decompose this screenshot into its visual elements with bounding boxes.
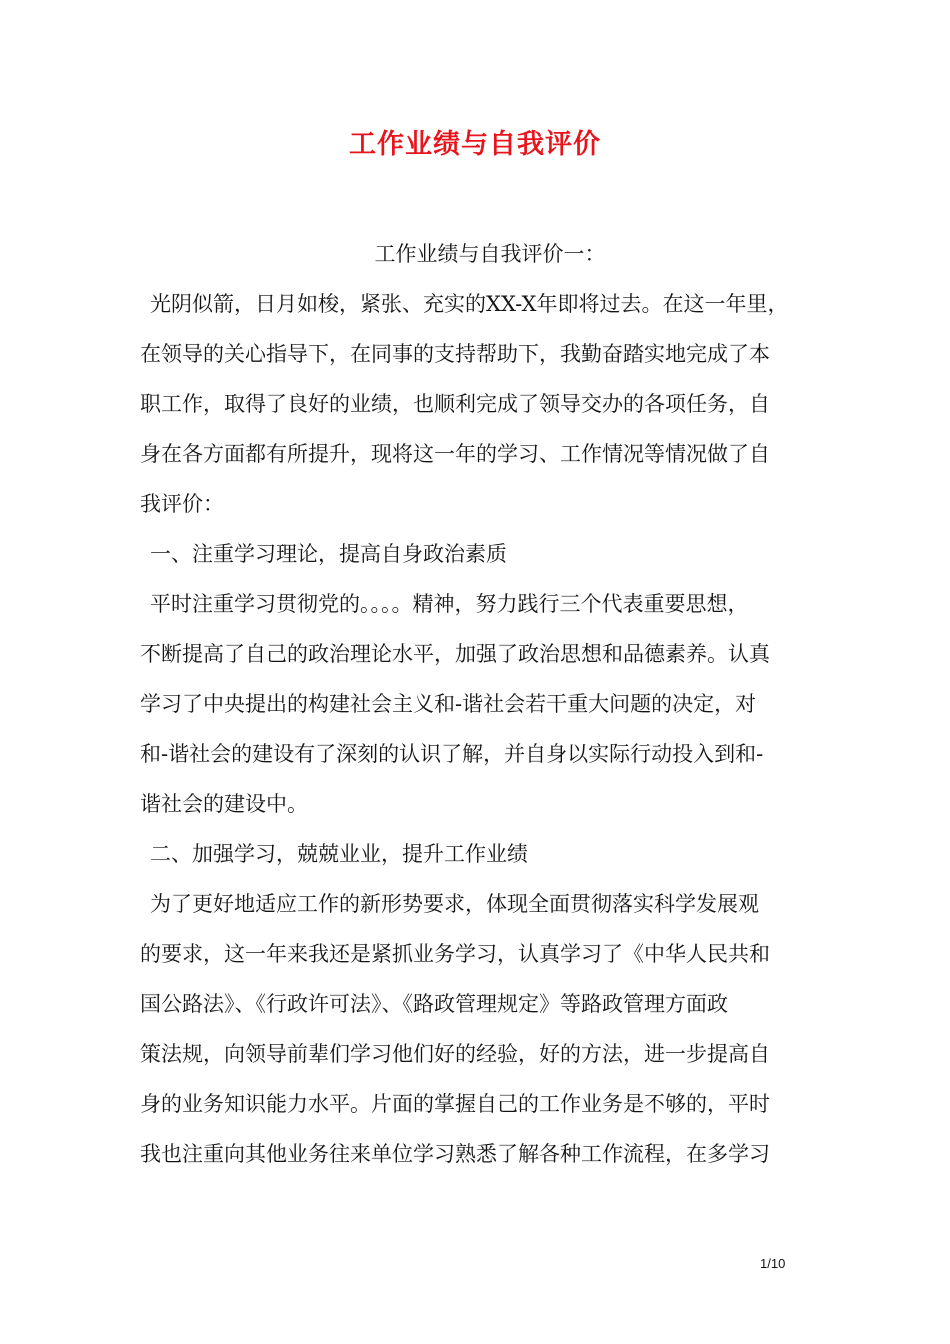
page-number: 1/10 xyxy=(760,1256,786,1271)
paragraph-line: 学习了中央提出的构建社会主义和-谐社会若干重大问题的决定，对 xyxy=(140,692,757,716)
paragraph-line: 国公路法》、《行政许可法》、《路政管理规定》等路政管理方面政 xyxy=(140,992,728,1016)
paragraph-line: 不断提高了自己的政治理论水平，加强了政治思想和品德素养。认真 xyxy=(140,642,770,666)
paragraph-line: 职工作，取得了良好的业绩，也顺利完成了领导交办的各项任务，自 xyxy=(140,392,770,416)
paragraph-line: 我也注重向其他业务往来单位学习熟悉了解各种工作流程，在多学习 xyxy=(140,1142,770,1166)
section-subtitle: 工作业绩与自我评价一： xyxy=(374,242,606,266)
paragraph-line: 平时注重学习贯彻党的。。。。精神，努力践行三个代表重要思想， xyxy=(150,592,749,616)
paragraph-line: 在领导的关心指导下，在同事的支持帮助下，我勤奋踏实地完成了本 xyxy=(140,342,770,366)
paragraph-line: 和-谐社会的建设有了深刻的认识了解，并自身以实际行动投入到和- xyxy=(140,742,764,766)
document-body xyxy=(140,229,840,1179)
paragraph-line: 身在各方面都有所提升，现将这一年的学习、工作情况等情况做了自 xyxy=(140,442,770,466)
paragraph-line: 的要求，这一年来我还是紧抓业务学习，认真学习了《中华人民共和 xyxy=(140,942,770,966)
paragraph-line: 身的业务知识能力水平。片面的掌握自己的工作业务是不够的，平时 xyxy=(140,1092,770,1116)
paragraph-line: 策法规，向领导前辈们学习他们好的经验，好的方法，进一步提高自 xyxy=(140,1042,770,1066)
page-title: 工作业绩与自我评价 xyxy=(349,129,601,161)
paragraph-line: 我评价： xyxy=(140,492,224,516)
paragraph-line: 光阴似箭，日月如梭，紧张、充实的XX-X年即将过去。在这一年里， xyxy=(150,292,789,316)
paragraph-line: 谐社会的建设中。 xyxy=(140,792,308,816)
paragraph-line: 为了更好地适应工作的新形势要求，体现全面贯彻落实科学发展观 xyxy=(150,892,759,916)
section-heading: 一、注重学习理论，提高自身政治素质 xyxy=(150,542,507,566)
section-heading: 二、加强学习，兢兢业业，提升工作业绩 xyxy=(150,842,528,866)
